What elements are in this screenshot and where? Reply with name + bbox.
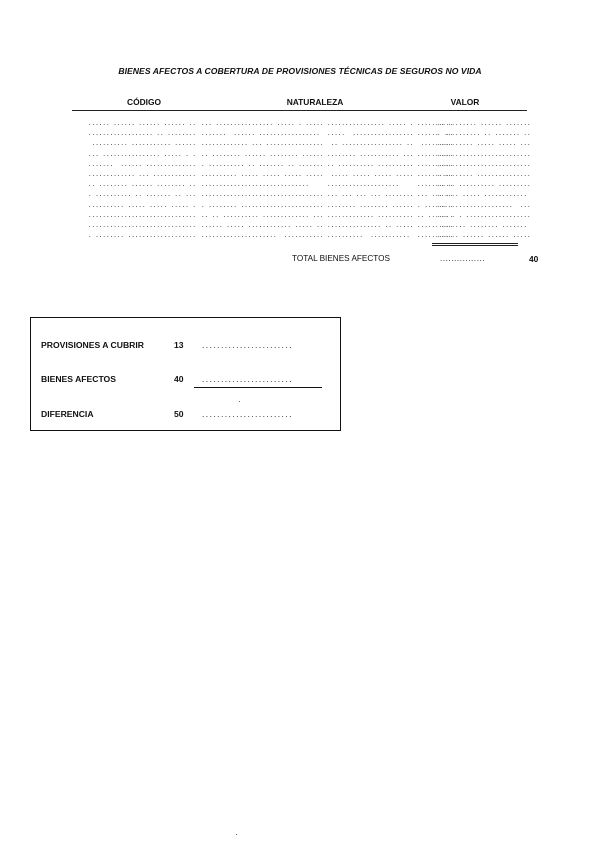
- summary-box: [30, 317, 341, 431]
- dotted-placeholder-row: ....... ...... ..............: [88, 160, 197, 168]
- table-header-rule: [72, 110, 527, 111]
- column-header-codigo: CÓDIGO: [127, 97, 161, 107]
- dotted-placeholder-row: ..........................: [437, 150, 531, 158]
- total-leader-dots: ................: [440, 254, 486, 263]
- dotted-placeholder-row: .............................. .................... ..........: [201, 181, 454, 189]
- dotted-placeholder-row: . ........ ...............: [437, 171, 531, 178]
- summary-leader-dots: ........................: [202, 374, 293, 384]
- valor-total-rule-1: [432, 243, 518, 244]
- dotted-placeholder-row: .. ........ ...... ........ ...... ........ ........... ... ..........: [201, 150, 454, 158]
- summary-value: 40: [174, 374, 184, 384]
- summary-label: DIFERENCIA: [41, 409, 94, 419]
- dotted-placeholder-row: . .......... .. ....... .. ...: [88, 191, 197, 199]
- dotted-placeholder-row: ....... ........ .......: [437, 222, 531, 229]
- dotted-placeholder-row: .. ........ ...... .......: [437, 120, 531, 127]
- dotted-placeholder-row: ...... ...... ...... ...... ..: [88, 120, 197, 127]
- dotted-placeholder-row: .. .. .......... ............. ... ............. .......... .. .......: [201, 211, 454, 219]
- dotted-placeholder-row: .................. .. ........: [88, 130, 197, 138]
- scan-speck: [239, 401, 240, 402]
- dotted-placeholder-row: .......... ..... ..... ..... .: [88, 201, 197, 209]
- dotted-placeholder-row: .......... ..... ..... ..... ..... ..... ..... ..... ..... ..........: [201, 171, 454, 178]
- dotted-placeholder-row: ...... ..... ............: [437, 191, 531, 199]
- dotted-placeholder-row: .. ........ ...... ........ ..: [88, 181, 197, 189]
- dotted-placeholder-row: .. .. .......... .........: [437, 181, 531, 189]
- dotted-placeholder-row: .................................. ... ... ... ... ........ ... ... ..: [201, 191, 454, 199]
- dotted-placeholder-row: . .......... .. ....... .. ....... .. .......... .......... ..........: [201, 160, 454, 168]
- dotted-placeholder-row: ....... ...... ................. ..... ................. ...... ..: [201, 130, 454, 138]
- summary-leader-dots: ........................: [202, 340, 293, 350]
- dotted-placeholder-row: ............. ... ................ .. ................. .. .........: [201, 140, 454, 148]
- dotted-placeholder-row: . ........ ...................: [88, 232, 197, 240]
- column-header-valor: VALOR: [450, 97, 480, 107]
- dotted-placeholder-row: .......... ........... ......: [88, 140, 197, 148]
- summary-subtotal-rule: [194, 387, 322, 388]
- column-header-naturaleza: NATURALEZA: [286, 97, 344, 107]
- summary-leader-dots: ........................: [202, 409, 293, 419]
- document-title: BIENES AFECTOS A COBERTURA DE PROVISIONES TÉCNICAS DE SEGUROS NO VIDA: [118, 66, 482, 76]
- dotted-placeholder-row: ............. ... ............: [88, 171, 197, 178]
- dotted-placeholder-row: .......... ..... ..... ...: [437, 140, 531, 148]
- dotted-placeholder-row: ... ................ ..... . .: [88, 150, 197, 158]
- valor-total-rule-2: [432, 245, 518, 246]
- dotted-placeholder-row: ..............................: [88, 222, 197, 229]
- dotted-placeholder-row: ... . . ..................: [437, 211, 531, 219]
- dotted-placeholder-row: ...... ..... ............ ..... .. ............... .. ..... ..........: [201, 222, 454, 229]
- total-value: 40: [529, 254, 539, 264]
- summary-value: 50: [174, 409, 184, 419]
- dotted-placeholder-row: ..............................: [88, 211, 197, 219]
- summary-value: 13: [174, 340, 184, 350]
- summary-label: BIENES AFECTOS: [41, 374, 116, 384]
- scan-speck: [236, 834, 237, 835]
- dotted-placeholder-row: . .......... .. ....... ..: [437, 130, 531, 138]
- dotted-placeholder-row: ...... ...... ...... .....: [437, 232, 531, 240]
- total-label: TOTAL BIENES AFECTOS: [292, 254, 390, 263]
- dotted-placeholder-row: ..................... ...: [437, 201, 531, 209]
- dotted-placeholder-row: . ........ ....................... ........ ........ ...... . ...... .: [201, 201, 454, 209]
- dotted-placeholder-row: ... ................ ..... . ..... ................ ..... . ..........: [201, 120, 454, 127]
- dotted-placeholder-row: ..................... ........... .......... ........... ..........: [201, 232, 454, 240]
- dotted-placeholder-row: ..........................: [437, 160, 531, 168]
- summary-label: PROVISIONES A CUBRIR: [41, 340, 144, 350]
